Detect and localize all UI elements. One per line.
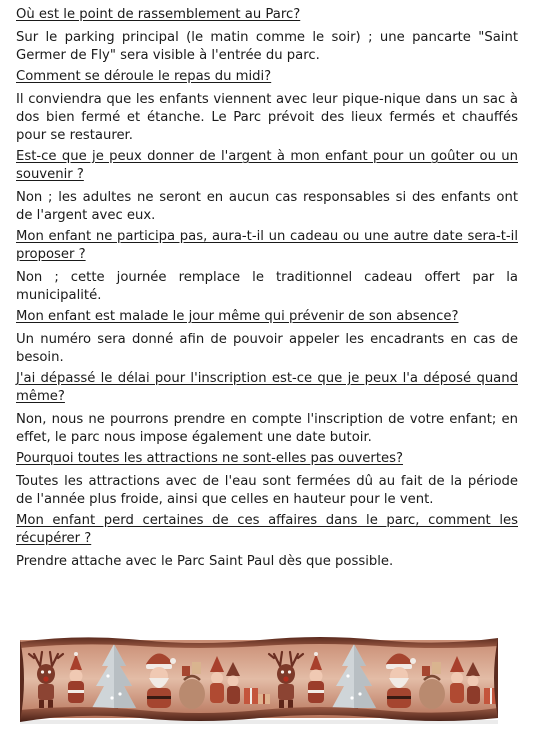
faq-question: Comment se déroule le repas du midi? (16, 69, 272, 84)
faq-answer: Non, nous ne pourrons prendre en compte l'inscription de votre enfant; en effet, le parc nous impose également une date butoir. (16, 412, 518, 445)
faq-answer: Sur le parking principal (le matin comme le soir) ; une pancarte "Saint Germer de Fly" sera visible à l'entrée du parc. (16, 30, 518, 63)
faq-question: Pourquoi toutes les attractions ne sont-elles pas ouvertes? (16, 451, 403, 466)
faq-question: Mon enfant est malade le jour même qui prévenir de son absence? (16, 309, 459, 324)
faq-question: J'ai dépassé le délai pour l'inscription est-ce que je peux l'a déposé quand même? (16, 371, 518, 404)
faq-question: Où est le point de rassemblement au Parc? (16, 7, 301, 22)
faq-question: Est-ce que je peux donner de l'argent à mon enfant pour un goûter ou un souvenir ? (16, 149, 518, 182)
faq-answer: Prendre attache avec le Parc Saint Paul dès que possible. (16, 554, 394, 569)
faq-answer: Non ; cette journée remplace le traditionnel cadeau offert par la municipalité. (16, 270, 518, 303)
faq-list (16, 6, 518, 574)
faq-answer: Un numéro sera donné afin de pouvoir appeler les encadrants en cas de besoin. (16, 332, 518, 365)
faq-question: Mon enfant perd certaines de ces affaires dans le parc, comment les récupérer ? (16, 513, 518, 546)
faq-answer: Non ; les adultes ne seront en aucun cas responsables si des enfants ont de l'argent avec eux. (16, 190, 518, 223)
faq-answer: Toutes les attractions avec de l'eau sont fermées dû au fait de la période de l'année plus froide, ainsi que celles en hauteur pour le vent. (16, 474, 518, 507)
christmas-border-icon (20, 632, 498, 724)
faq-question: Mon enfant ne participa pas, aura-t-il un cadeau ou une autre date sera-t-il proposer ? (16, 229, 518, 262)
faq-answer: Il conviendra que les enfants viennent avec leur pique-nique dans un sac à dos bien fermé et étanche. Le Parc prévoit des lieux fermés et chauffés pour se restaurer. (16, 92, 518, 143)
